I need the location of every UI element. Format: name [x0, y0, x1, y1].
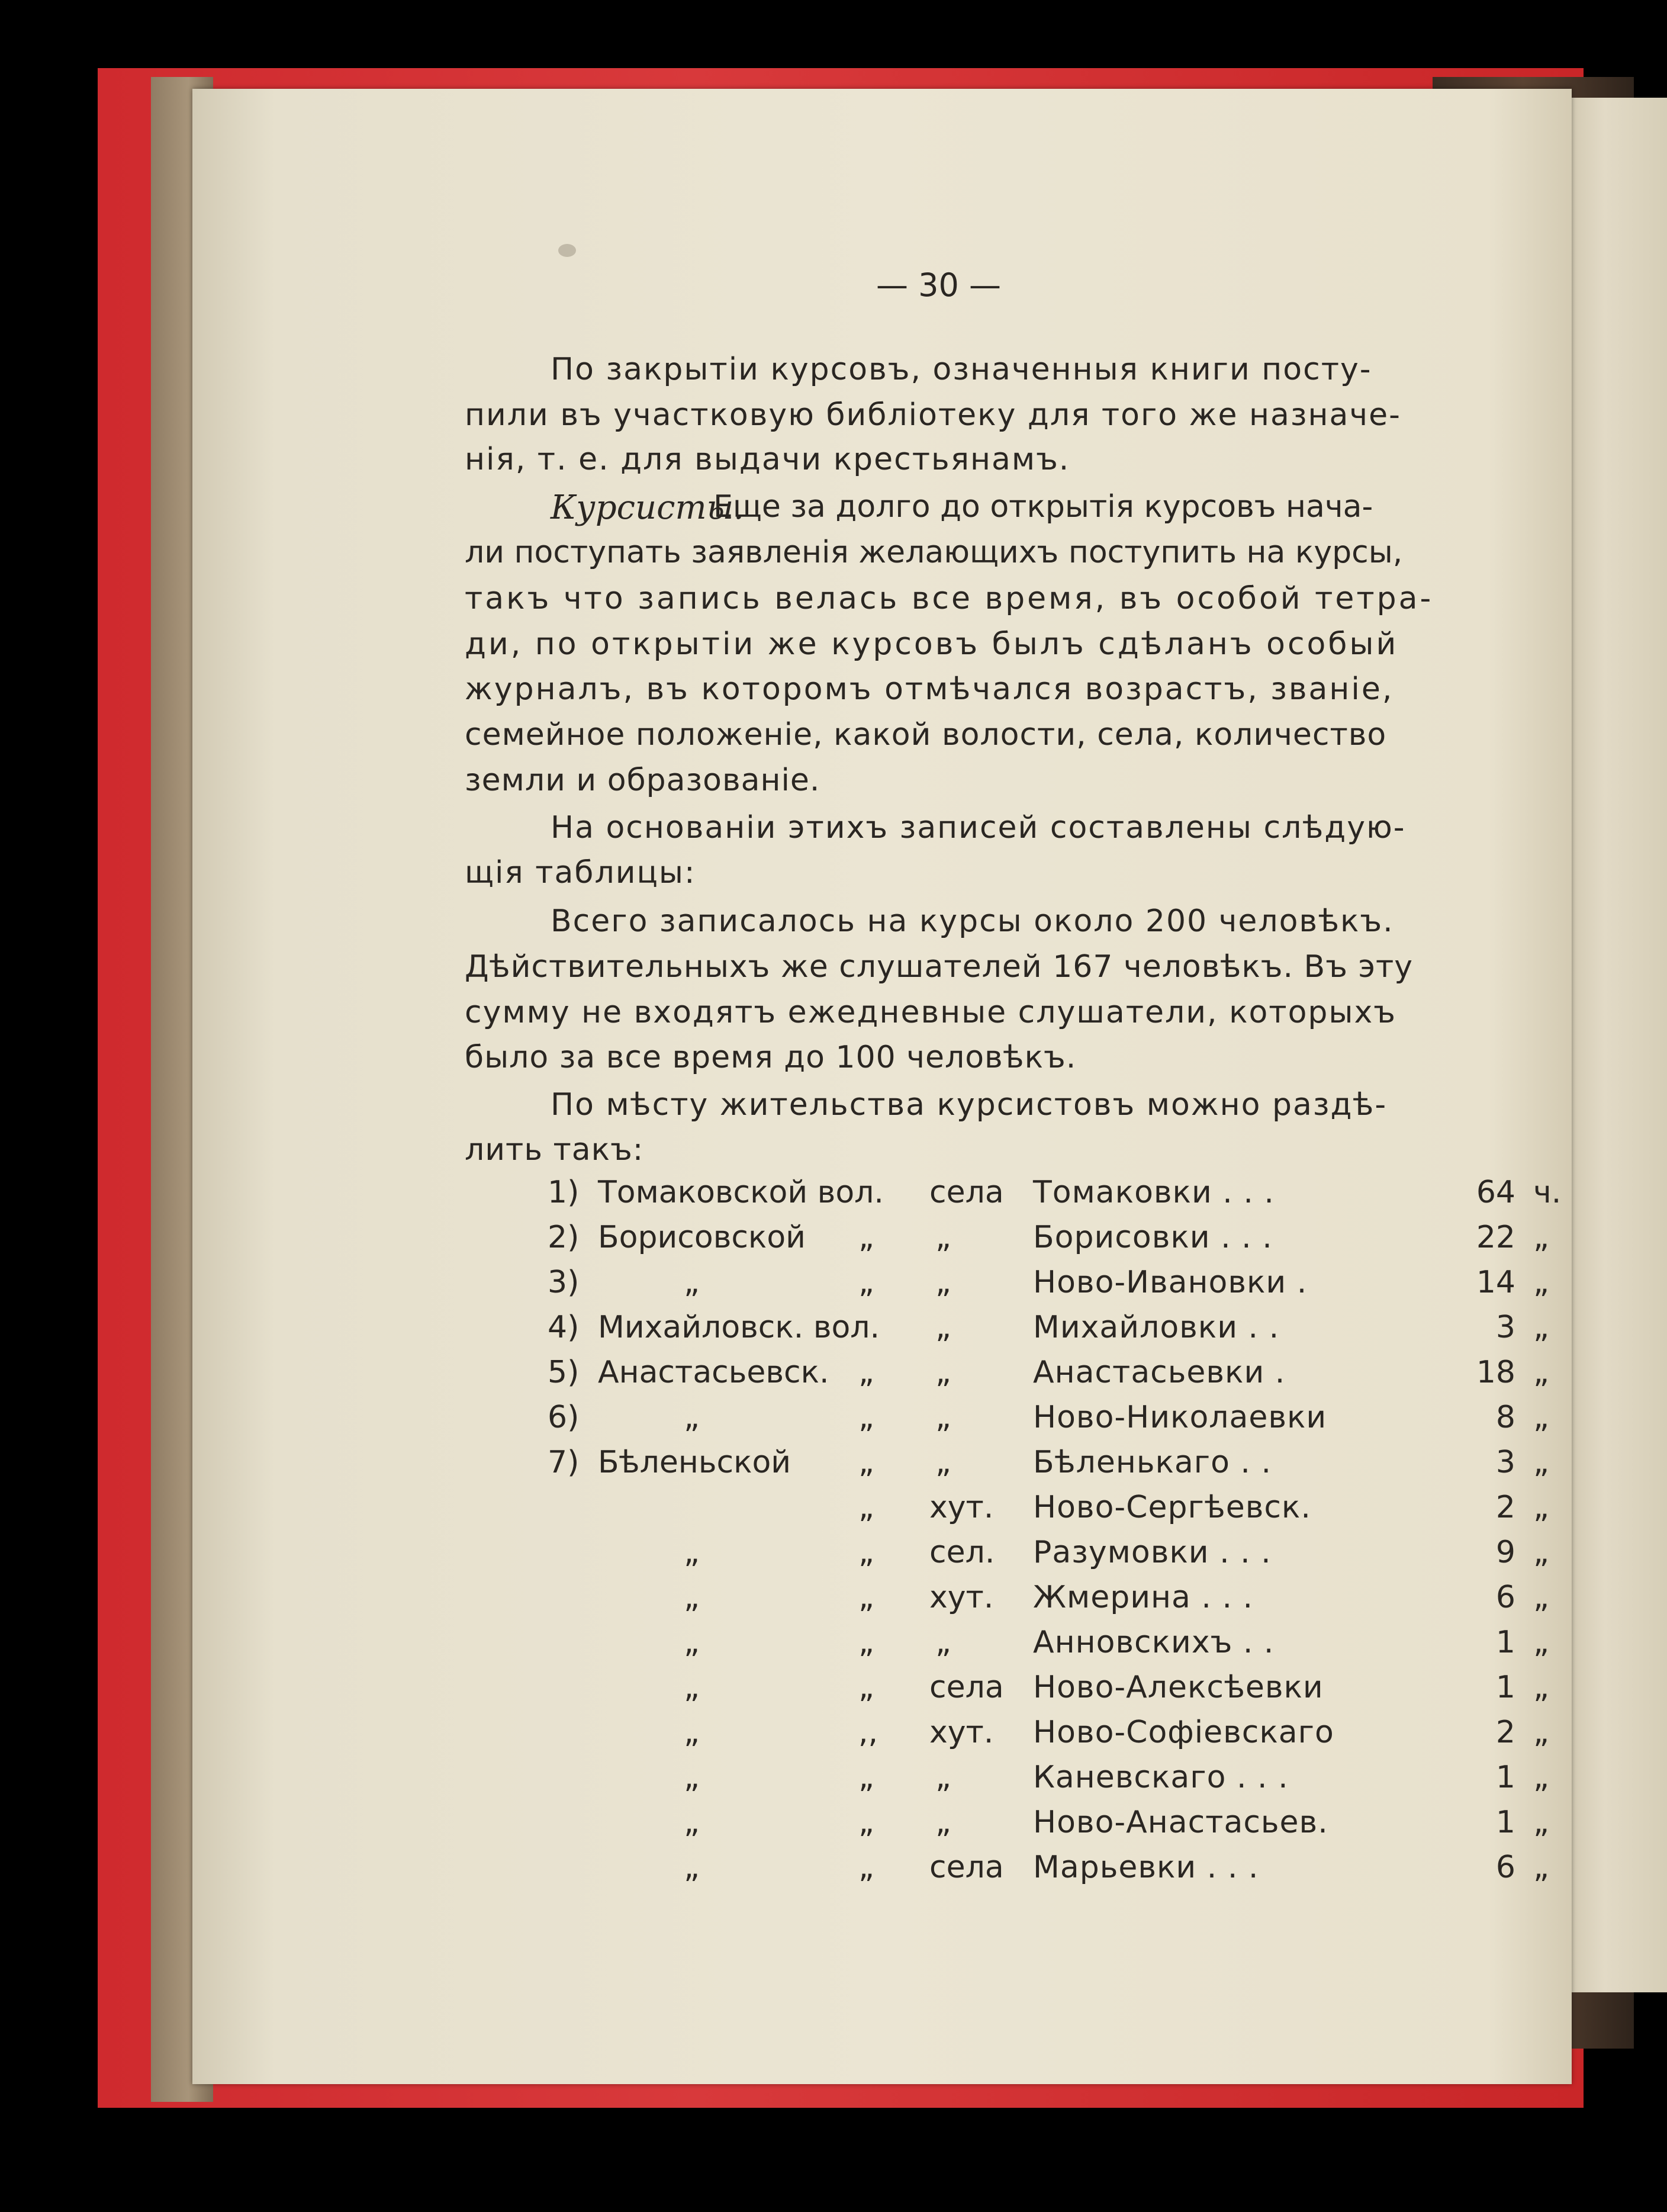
table-cell-unit: „ [1533, 1265, 1549, 1300]
table-cell-place: Ново-Алексѣевки [1033, 1670, 1324, 1705]
table-cell-c2: „ [858, 1490, 874, 1525]
table-cell-volost: „ [684, 1850, 700, 1885]
table-cell-volost: „ [684, 1760, 700, 1795]
table-cell-c3: „ [935, 1625, 951, 1660]
table-cell-count: 1 [1495, 1625, 1515, 1660]
table-cell-unit: „ [1533, 1715, 1549, 1750]
table-cell-num: 4) [548, 1310, 580, 1345]
page-smudge [558, 244, 576, 257]
table-cell-c2: „ [858, 1355, 874, 1390]
table-cell-place: Анастасьевки . [1033, 1355, 1286, 1390]
table-cell-c3: „ [935, 1760, 951, 1795]
table-cell-count: 2 [1495, 1490, 1515, 1525]
table-cell-volost: „ [684, 1625, 700, 1660]
table-cell-num: 2) [548, 1220, 580, 1255]
table-cell-place: Бѣленькаго . . [1033, 1445, 1272, 1480]
table-cell-count: 14 [1476, 1265, 1515, 1300]
text-line: Дѣйствительныхъ же слушателей 167 человѣкъ. Въ эту [465, 949, 1414, 985]
table-cell-unit: „ [1533, 1310, 1549, 1345]
table-cell-count: 3 [1495, 1445, 1515, 1480]
table-cell-volost: „ [684, 1805, 700, 1840]
table-cell-c2: „ [858, 1670, 874, 1705]
table-cell-c3: хут. [929, 1580, 994, 1615]
table-cell-c3: „ [935, 1355, 951, 1390]
table-cell-c2: „ [858, 1220, 874, 1255]
table-cell-place: Анновскихъ . . [1033, 1625, 1275, 1660]
table-cell-unit: „ [1533, 1760, 1549, 1795]
table-cell-count: 64 [1476, 1175, 1515, 1210]
table-cell-volost: „ [684, 1715, 700, 1750]
table-cell-volost: Михайловск. вол. [598, 1310, 880, 1345]
table-cell-c2: ,, [858, 1715, 878, 1750]
table-cell-c2: „ [858, 1760, 874, 1795]
text-line: ли поступать заявленія желающихъ поступить на курсы, [465, 535, 1403, 570]
section-heading: Курсисты. [551, 488, 744, 527]
table-cell-c3: „ [935, 1400, 951, 1435]
table-cell-c3: хут. [929, 1490, 994, 1525]
table-cell-c2: „ [858, 1850, 874, 1885]
table-cell-count: 8 [1495, 1400, 1515, 1435]
table-cell-count: 22 [1476, 1220, 1515, 1255]
book-page [192, 89, 1572, 2084]
table-cell-volost: „ [684, 1670, 700, 1705]
table-cell-c2: „ [858, 1400, 874, 1435]
table-cell-count: 6 [1495, 1580, 1515, 1615]
table-cell-c2: „ [858, 1445, 874, 1480]
table-cell-unit: „ [1533, 1445, 1549, 1480]
table-cell-count: 1 [1495, 1760, 1515, 1795]
text-line: нія, т. е. для выдачи крестьянамъ. [465, 442, 1070, 477]
table-cell-c2: „ [858, 1535, 874, 1570]
table-cell-c2: „ [858, 1265, 874, 1300]
text-line: По мѣсту жительства курсистовъ можно раздѣ- [551, 1087, 1388, 1123]
table-cell-c3: хут. [929, 1715, 994, 1750]
text-line: Всего записалось на курсы около 200 человѣкъ. [551, 904, 1394, 939]
table-cell-place: Марьевки . . . [1033, 1850, 1259, 1885]
text-line: журналъ, въ которомъ отмѣчался возрастъ, званіе, [465, 671, 1394, 707]
table-cell-count: 1 [1495, 1805, 1515, 1840]
table-cell-c3: „ [935, 1310, 951, 1345]
text-line: пили въ участковую библіотеку для того же назначе- [465, 397, 1401, 433]
table-cell-place: Ново-Сергѣевск. [1033, 1490, 1311, 1525]
table-cell-place: Ново-Анастасьев. [1033, 1805, 1328, 1840]
table-cell-place: Михайловки . . [1033, 1310, 1280, 1345]
table-cell-unit: „ [1533, 1355, 1549, 1390]
table-cell-c3: „ [935, 1805, 951, 1840]
table-cell-unit: „ [1533, 1535, 1549, 1570]
facing-page-edge [1563, 98, 1667, 1992]
table-cell-num: 1) [548, 1175, 580, 1210]
text-line: сумму не входятъ ежедневные слушатели, которыхъ [465, 995, 1396, 1030]
table-cell-volost: „ [684, 1535, 700, 1570]
table-cell-place: Ново-Ивановки . [1033, 1265, 1308, 1300]
table-cell-place: Ново-Софіевскаго [1033, 1715, 1334, 1750]
text-line: лить такъ: [465, 1132, 644, 1168]
table-cell-count: 1 [1495, 1670, 1515, 1705]
table-cell-unit: ч. [1533, 1175, 1562, 1210]
table-cell-unit: „ [1533, 1670, 1549, 1705]
table-cell-place: Каневскаго . . . [1033, 1760, 1289, 1795]
table-cell-c3: „ [935, 1220, 951, 1255]
table-cell-place: Разумовки . . . [1033, 1535, 1272, 1570]
table-cell-c2: „ [858, 1625, 874, 1660]
table-cell-c3: села [929, 1670, 1004, 1705]
table-cell-unit: „ [1533, 1850, 1549, 1885]
text-line: такъ что запись велась все время, въ особой тетра- [465, 581, 1434, 616]
table-cell-c2: „ [858, 1580, 874, 1615]
table-cell-num: 6) [548, 1400, 580, 1435]
table-cell-unit: „ [1533, 1625, 1549, 1660]
table-cell-num: 3) [548, 1265, 580, 1300]
table-cell-c3: села [929, 1175, 1004, 1210]
table-cell-volost: Бѣленьской [598, 1445, 791, 1480]
table-cell-count: 6 [1495, 1850, 1515, 1885]
table-cell-place: Жмерина . . . [1033, 1580, 1254, 1615]
table-cell-c3: села [929, 1850, 1004, 1885]
table-cell-place: Борисовки . . . [1033, 1220, 1273, 1255]
text-line: щія таблицы: [465, 855, 696, 890]
table-cell-c2: „ [858, 1805, 874, 1840]
table-cell-c3: сел. [929, 1535, 995, 1570]
table-cell-c3: „ [935, 1265, 951, 1300]
text-line: На основаніи этихъ записей составлены слѣдую- [551, 810, 1406, 845]
table-cell-unit: „ [1533, 1400, 1549, 1435]
table-cell-volost: Томаковской вол. [598, 1175, 884, 1210]
table-cell-volost: Борисовской [598, 1220, 806, 1255]
table-cell-count: 2 [1495, 1715, 1515, 1750]
table-cell-count: 3 [1495, 1310, 1515, 1345]
table-cell-num: 5) [548, 1355, 580, 1390]
text-line: ди, по открытіи же курсовъ былъ сдѣланъ особый [465, 626, 1399, 662]
table-cell-unit: „ [1533, 1490, 1549, 1525]
table-cell-unit: „ [1533, 1805, 1549, 1840]
page-number: — 30 — [876, 266, 1002, 304]
table-cell-volost: „ [684, 1400, 700, 1435]
table-cell-unit: „ [1533, 1220, 1549, 1255]
table-cell-place: Томаковки . . . [1033, 1175, 1275, 1210]
table-cell-place: Ново-Николаевки [1033, 1400, 1327, 1435]
table-cell-volost: Анастасьевск. [598, 1355, 829, 1390]
table-cell-count: 9 [1495, 1535, 1515, 1570]
table-cell-count: 18 [1476, 1355, 1515, 1390]
text-line: было за все время до 100 человѣкъ. [465, 1040, 1077, 1075]
text-line: семейное положеніе, какой волости, села, количество [465, 717, 1387, 753]
table-cell-unit: „ [1533, 1580, 1549, 1615]
table-cell-volost: „ [684, 1580, 700, 1615]
text-line: земли и образованіе. [465, 763, 820, 798]
table-cell-volost: „ [684, 1265, 700, 1300]
text-line: По закрытіи курсовъ, означенныя книги посту- [551, 352, 1372, 387]
table-cell-num: 7) [548, 1445, 580, 1480]
text-line: Еще за долго до открытія курсовъ нача- [713, 489, 1373, 525]
table-cell-c3: „ [935, 1445, 951, 1480]
